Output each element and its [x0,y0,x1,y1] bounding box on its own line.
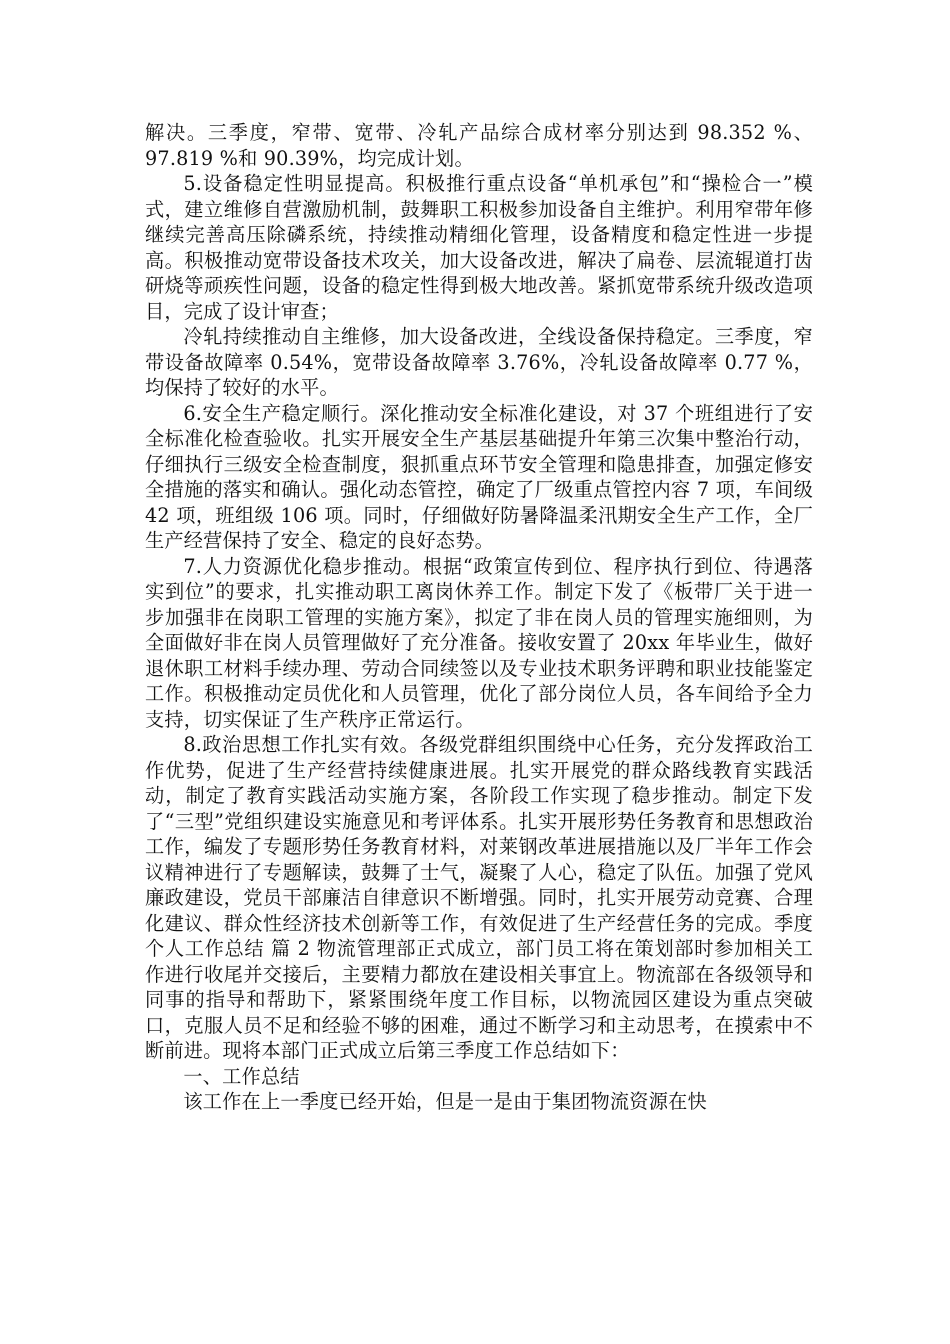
paragraph-cold-rolling-maintenance: 冷轧持续推动自主维修，加大设备改进，全线设备保持稳定。三季度，窄带设备故障率 0.54%，宽带设备故障率 3.76%，冷轧设备故障率 0.77 %，均保持了较好的水平。 [145,325,813,399]
paragraph-human-resources: 7.人力资源优化稳步推动。根据“政策宣传到位、程序执行到位、待遇落实到位”的要求，扎实推动职工离岗休养工作。制定下发了《板带厂关于进一步加强非在岗职工管理的实施方案》，拟定了非在岗人员的管理实施细则，为全面做好非在岗人员管理做好了充分准备。接收安置了 20xx 年毕业生，做好退休职工材料手续办理、劳动合同续签以及专业技术职务评聘和职业技能鉴定工作。积极推动定员优化和人员管理，优化了部分岗位人员，各车间给予全力支持，切实保证了生产秩序正常运行。 [145,554,813,731]
paragraph-safety-production: 6.安全生产稳定顺行。深化推动安全标准化建设，对 37 个班组进行了安全标准化检查验收。扎实开展安全生产基层基础提升年第三次集中整治行动，仔细执行三级安全检查制度，狠抓重点环节安全管理和隐患排查，加强定修安全措施的落实和确认。强化动态管控，确定了厂级重点管控内容 7 项，车间级 42 项，班组级 106 项。同时，仔细做好防暑降温柔汛期安全生产工作，全厂生产经营保持了安全、稳定的良好态势。 [145,401,813,552]
paragraph-political-work: 8.政治思想工作扎实有效。各级党群组织围绕中心任务，充分发挥政治工作优势，促进了生产经营持续健康进展。扎实开展党的群众路线教育实践活动，制定了教育实践活动实施方案，各阶段工作实现了稳步推动。制定下发了“三型”党组织建设实施意见和考评体系。扎实开展形势任务教育和思想政治工作，编发了专题形势任务教育材料，对莱钢改革进展措施以及厂半年工作会议精神进行了专题解读，鼓舞了士气，凝聚了人心，稳定了队伍。加强了党风廉政建设，党员干部廉洁自律意识不断增强。同时，扎实开展劳动竞赛、合理化建议、群众性经济技术创新等工作，有效促进了生产经营任务的完成。季度个人工作总结 篇 2 物流管理部正式成立，部门员工将在策划部时参加相关工作进行收尾并交接后，主要精力都放在建设相关事宜上。物流部在各级领导和同事的指导和帮助下，紧紧围绕年度工作目标，以物流园区建设为重点突破口，克服人员不足和经验不够的困难，通过不断学习和主动思考，在摸索中不断前进。现将本部门正式成立后第三季度工作总结如下： [145,733,813,1062]
section-heading-work-summary: 一、工作总结 [183,1064,300,1088]
paragraph-work-summary-start: 该工作在上一季度已经开始，但是一是由于集团物流资源在快 [183,1090,707,1113]
paragraph-yield-rates: 解决。三季度，窄带、宽带、冷轧产品综合成材率分别达到 98.352 %、97.819 %和 90.39%，均完成计划。 [145,121,813,170]
paragraph-equipment-stability: 5.设备稳定性明显提高。积极推行重点设备“单机承包”和“操检合一”模式，建立维修自营激励机制，鼓舞职工积极参加设备自主维护。利用窄带年修继续完善高压除磷系统，持续推动精细化管理，设备精度和稳定性进一步提高。积极推动宽带设备技术攻关，加大设备改进，解决了扁卷、层流辊道打齿研烧等顽疾性问题，设备的稳定性得到极大地改善。紧抓宽带系统升级改造项目，完成了设计审查； [145,172,813,323]
document-page [145,120,813,1115]
